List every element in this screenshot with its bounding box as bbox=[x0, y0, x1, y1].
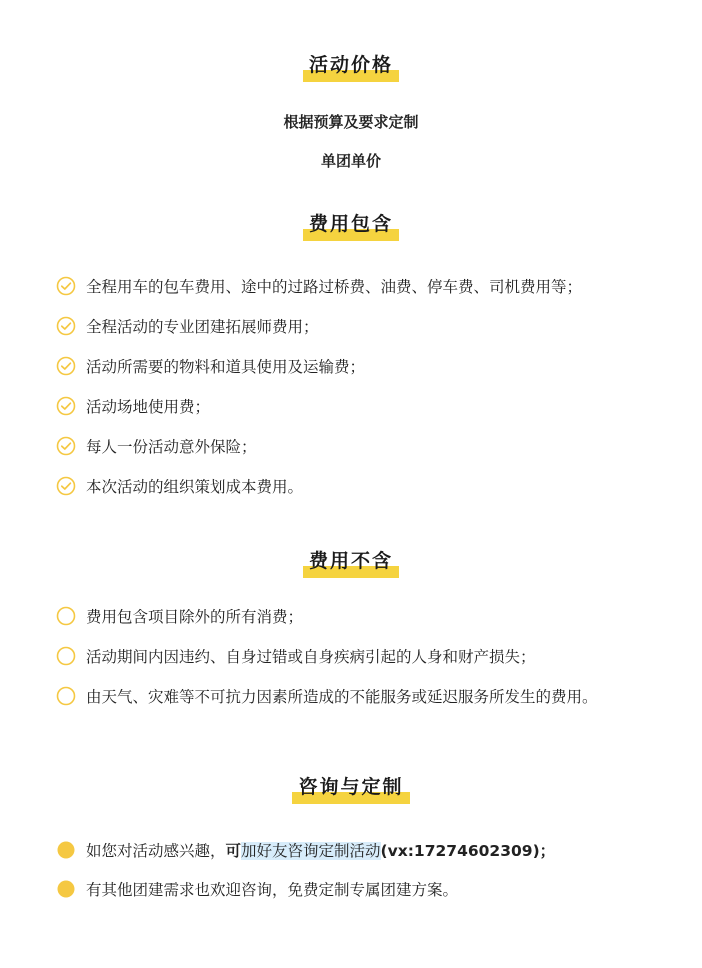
excluded-item bbox=[56, 603, 303, 629]
included-item-text: 每人一份活动意外保险； bbox=[86, 438, 257, 456]
excluded-item-text: 由天气、灾难等不可抗力因素所造成的不能服务或延迟服务所发生的费用。 bbox=[86, 688, 598, 706]
consult-section-title: 咨询与定制 bbox=[292, 772, 409, 799]
check-circle-icon bbox=[56, 276, 76, 296]
check-circle-icon bbox=[56, 316, 76, 336]
consult-item-text bbox=[86, 839, 555, 861]
wechat-id-text: (vx:17274602309)； bbox=[380, 842, 556, 860]
filled-circle-icon bbox=[56, 879, 76, 899]
excluded-section-title: 费用不含 bbox=[303, 546, 399, 573]
excluded-section-heading bbox=[0, 546, 702, 573]
included-item bbox=[56, 273, 582, 299]
empty-circle-icon bbox=[56, 606, 76, 626]
excluded-item-text: 费用包含项目除外的所有消费； bbox=[86, 608, 304, 626]
included-section-title: 费用包含 bbox=[303, 209, 399, 236]
price-section-title: 活动价格 bbox=[303, 50, 399, 77]
empty-circle-icon bbox=[56, 686, 76, 706]
check-circle-icon bbox=[56, 396, 76, 416]
add-friend-consult-link[interactable]: 加好友咨询定制活动 bbox=[241, 842, 381, 860]
included-item bbox=[56, 393, 210, 419]
price-line-budget: 根据预算及要求定制 bbox=[283, 113, 419, 131]
consult-bold-text: 可 bbox=[225, 842, 242, 860]
included-item bbox=[56, 473, 303, 499]
included-item-text: 活动所需要的物料和道具使用及运输费； bbox=[86, 358, 366, 376]
check-circle-icon bbox=[56, 476, 76, 496]
check-circle-icon bbox=[56, 356, 76, 376]
consult-section-heading bbox=[0, 772, 702, 799]
empty-circle-icon bbox=[56, 646, 76, 666]
check-circle-icon bbox=[56, 436, 76, 456]
consult-item bbox=[56, 876, 458, 902]
included-item bbox=[56, 313, 319, 339]
excluded-item bbox=[56, 683, 598, 709]
filled-circle-icon bbox=[56, 840, 76, 860]
price-line-unit: 单团单价 bbox=[320, 152, 381, 170]
price-section-heading bbox=[0, 50, 702, 77]
consult-item-text: 有其他团建需求也欢迎咨询，免费定制专属团建方案。 bbox=[86, 881, 459, 899]
included-item-text: 全程活动的专业团建拓展师费用； bbox=[86, 318, 319, 336]
included-item bbox=[56, 353, 365, 379]
consult-prefix-text: 如您对活动感兴趣， bbox=[86, 842, 226, 860]
included-item bbox=[56, 433, 257, 459]
included-item-text: 本次活动的组织策划成本费用。 bbox=[86, 478, 304, 496]
excluded-item bbox=[56, 643, 536, 669]
consult-item bbox=[56, 837, 555, 863]
included-item-text: 活动场地使用费； bbox=[86, 398, 211, 416]
included-section-heading bbox=[0, 209, 702, 236]
excluded-item-text: 活动期间内因违约、自身过错或自身疾病引起的人身和财产损失； bbox=[86, 648, 536, 666]
included-item-text: 全程用车的包车费用、途中的过路过桥费、油费、停车费、司机费用等； bbox=[86, 278, 583, 296]
